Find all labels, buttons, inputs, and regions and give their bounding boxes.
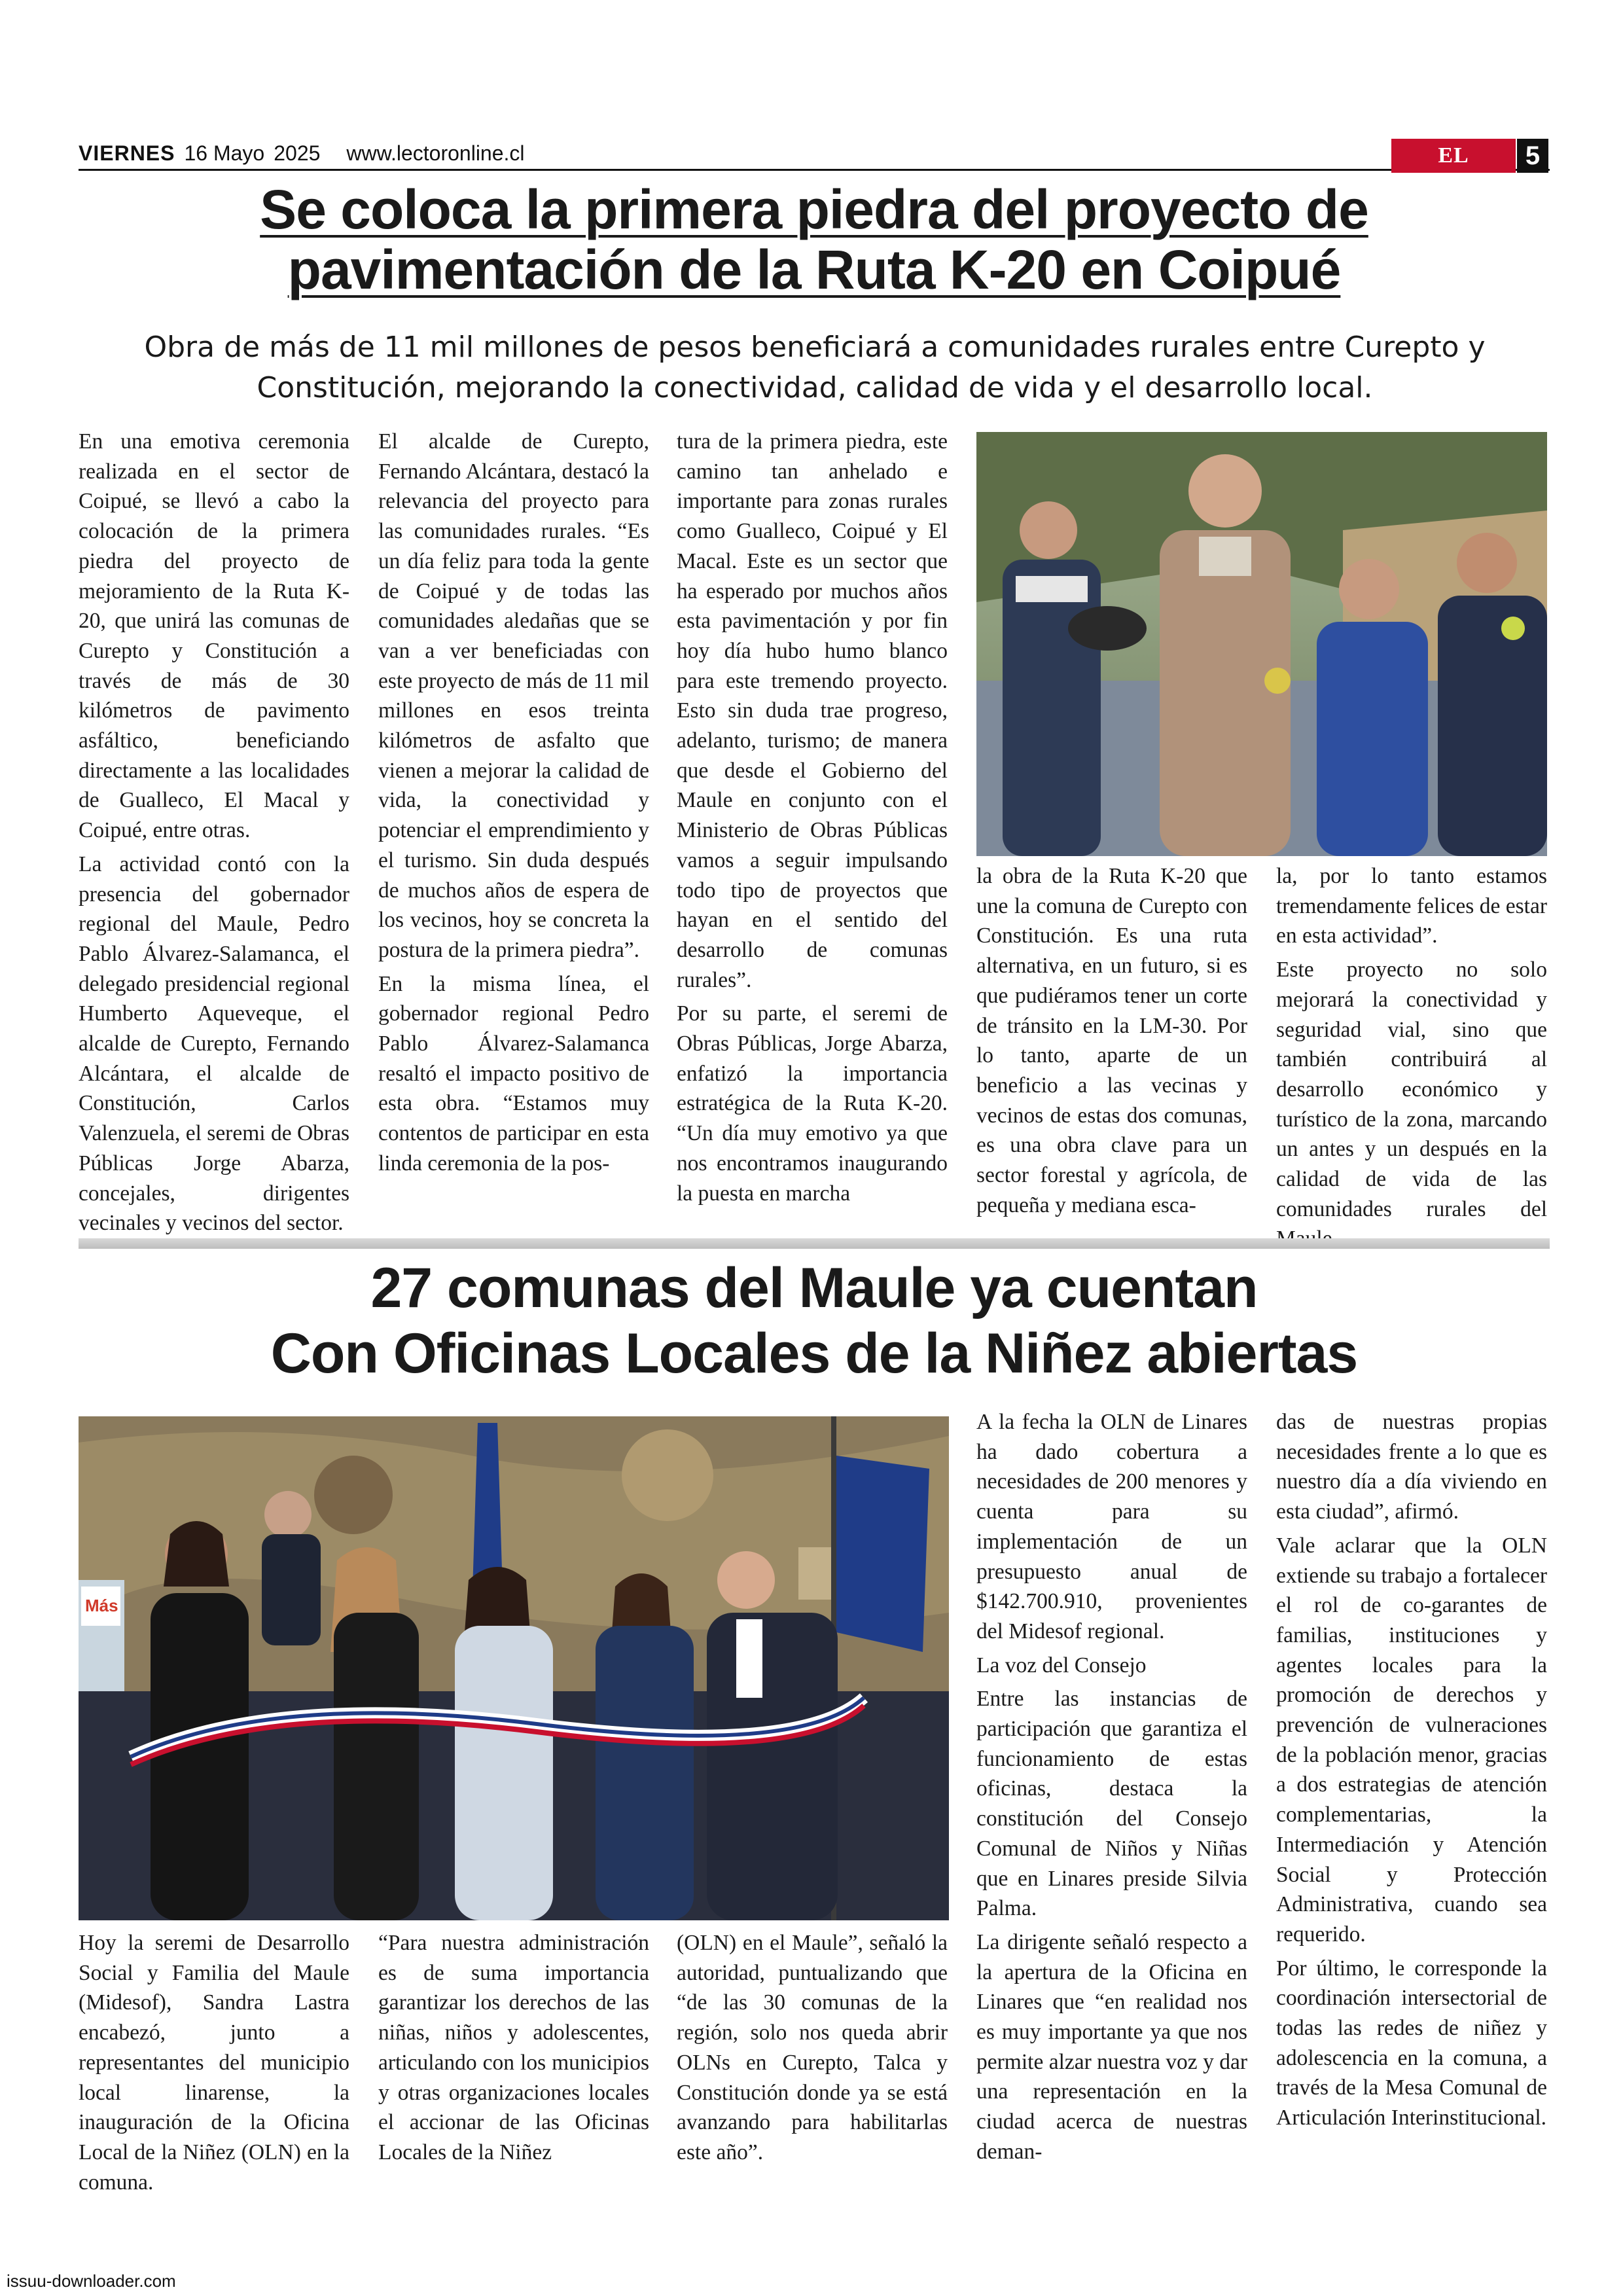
- article1-column-5: [1276, 861, 1547, 1258]
- article2-column-3: [677, 1928, 948, 2172]
- header-date: 16 Mayo: [184, 141, 265, 165]
- paragraph: tura de la primera piedra, este camino tan anhelado e importante para zonas rurales como Gualleco, Coipué y El Macal. Este es un sector que ha esperado por muchos años esta pavimentación y por fin hoy día hubo humo blanco para este tremendo proyecto. Esto sin duda trae progreso, adelanto, turismo; de manera que desde el Gobierno del Maule en conjunto con el Ministerio de Obras Públicas vamos a seguir impulsando todo tipo de proyectos que hayan en el sentido del desarrollo de comunas rurales”.: [677, 429, 948, 992]
- ceremony-photo-image: [976, 432, 1547, 856]
- article2-column-5: [1276, 1407, 1547, 2137]
- newspaper-logo: EL LECTOR: [1391, 139, 1516, 173]
- paragraph: En una emotiva ceremonia realizada en el sector de Coipué, se llevó a cabo la colocación de la primera piedra del proyecto de mejoramiento de la Ruta K-20, que unirá las comunas de Curepto y Constitución a través de más de 30 kilómetros de pavimento asfáltico, beneficiando directamente a las localidades de Gualleco, El Macal y Coipué, entre otras.: [79, 429, 349, 843]
- header-website[interactable]: www.lectoronline.cl: [346, 141, 525, 165]
- paragraph: Hoy la seremi de Desarrollo Social y Familia del Maule (Midesof), Sandra Lastra encabezó, junto a representantes del municipio local linarense, la inauguración de la Oficina Local de la Niñez (OLN) en la comuna.: [79, 1931, 349, 2195]
- paragraph: Entre las instancias de participación que garantiza el funcionamiento de estas oficinas, destaca la constitución del Consejo Comunal de Niños y Niñas que en Linares preside Silvia Palma.: [976, 1687, 1247, 1921]
- paragraph: Este proyecto no solo mejorará la conectividad y seguridad vial, sino que también contribuirá al desarrollo económico y turístico de la zona, marcando un antes y un después en la calidad de vida de las comunidades rurales del: [1276, 958, 1547, 1221]
- article2-headline: [79, 1255, 1550, 1386]
- paragraph: La dirigente señaló respecto a la apertura de la Oficina en Linares que “en realidad nos es muy importante ya que nos permite alzar nuestra voz y dar una representación en la ciudad acerca de nuestras deman-: [976, 1929, 1247, 2164]
- paragraph: El alcalde de Curepto, Fernando Alcántara, destacó la relevancia del proyecto para las comunidades rurales. “Es un día feliz para toda la gente de Coipué y de todas las comunidades aledañas que se van a ver beneficiadas con este proyecto de más de 11 mil millones en esos treinta kilómetros de asfalto que vienen a mejorar la calidad de vida, la conectividad y potenciar el emprendimiento y el turismo. Sin duda después de muchos años de espera de los vecinos, hoy se concreta la postura de la primera piedra”.: [378, 429, 649, 962]
- paragraph: En la misma línea, el gobernador regional Pedro Pablo Álvarez-Salamanca resaltó el impacto positivo de esta obra. “Estamos muy contentos de participar en esta linda ceremonia de la pos-: [378, 971, 649, 1175]
- paragraph: la, por lo tanto estamos tremendamente felices de estar en esta actividad”.: [1276, 864, 1547, 948]
- oln-inauguration-photo-image: [79, 1416, 949, 1920]
- banner-text: Más: [85, 1596, 118, 1615]
- paragraph: la obra de la Ruta K-20 que une la comuna de Curepto con Constitución. Es una ruta alternativa, en un futuro, si es que pudiéramos tener un corte de tránsito en la LM-30. Por lo tanto, aparte de un beneficio a las vecinas y vecinos de estas dos comunas, es una obra clave para un sector forestal y agrícola, de pequeña y mediana esca-: [976, 864, 1247, 1217]
- watermark: issuu-downloader.com: [7, 2271, 176, 2291]
- article1-column-2: [378, 427, 649, 1183]
- article1-headline-line1: Se coloca la primera piedra del proyecto de: [260, 179, 1368, 240]
- header-day: VIERNES: [79, 141, 175, 165]
- paragraph: Por último, le corresponde la coordinación intersectorial de todas las redes de niñez y adolescencia en la comuna, a través de la Mesa Comunal de Articulación Interinstitucional.: [1276, 1956, 1547, 2130]
- article1-headline: [79, 179, 1550, 300]
- article1-headline-line2: pavimentación de la Ruta K-20 en Coipué: [287, 239, 1341, 300]
- article1-column-4: [976, 861, 1247, 1224]
- paragraph: “Para nuestra administración es de suma importancia garantizar los derechos de las niñas, niños y adolescentes, articulando con los municipios y otras organizaciones locales el accionar de las Oficinas Locales de la Niñez: [378, 1931, 649, 2164]
- article1-subtitle: Obra de más de 11 mil millones de pesos beneficiará a comunidades rurales entre Curepto y Constitución, mejorando la conectividad, calidad de vida y el desarrollo local.: [144, 331, 1486, 404]
- header-year: 2025: [274, 141, 321, 165]
- header-rule: [79, 169, 1550, 171]
- paragraph: Vale aclarar que la OLN extiende su trabajo a fortalecer el rol de co-garantes de familias, instituciones y agentes locales para la promoción de derechos y prevención de vulneraciones de la población menor, gracias a dos estrategias de atención complementarias, la Intermediación y Atención Social y Protección Administrativa, cuando sea requerido.: [1276, 1533, 1547, 1946]
- paragraph: Por su parte, el seremi de Obras Públicas, Jorge Abarza, enfatizó la importancia estratégica de la Ruta K-20. “Un día muy emotivo ya que nos encontramos inaugurando la puesta en marcha: [677, 1001, 948, 1206]
- article2-headline-line1: 27 comunas del Maule ya cuentan: [370, 1257, 1258, 1319]
- article1-column-1: [79, 427, 349, 1242]
- article2-column-2: [378, 1928, 649, 2172]
- article2-column-4: [976, 1407, 1247, 2171]
- page-number: 5: [1517, 139, 1548, 173]
- paragraph: A la fecha la OLN de Linares ha dado cobertura a necesidades de 200 menores y cuenta para su implementación de un presupuesto anual de $142.700.910, provenientes del Midesof regional.: [976, 1410, 1247, 1643]
- paragraph: (OLN) en el Maule”, señaló la autoridad, puntualizando que “de las 30 comunas de la región, solo nos queda abrir OLNs en Curepto, Talca y Constitución donde ya se está avanzando para habilitarlas este año”.: [677, 1931, 948, 2164]
- section-label: La voz del Consejo: [976, 1653, 1147, 1677]
- article2-column-1: [79, 1928, 349, 2201]
- paragraph: das de nuestras propias necesidades frente a lo que es nuestro día a día viviendo en esta ciudad”, afirmó.: [1276, 1410, 1547, 1524]
- page-header: [79, 141, 1550, 168]
- article2-headline-line2: Con Oficinas Locales de la Niñez abiertas: [270, 1322, 1358, 1385]
- section-divider: [79, 1238, 1550, 1249]
- ceremony-photo: [976, 432, 1547, 856]
- paragraph: La actividad contó con la presencia del gobernador regional del Maule, Pedro Pablo Álvarez-Salamanca, el delegado presidencial regional Humberto Aqueveque, el alcalde de Curepto, Fernando Alcántara, el alcalde de Constitución, Carlos Valenzuela, el seremi de Obras Públicas Jorge Abarza, concejales, dirigentes vecinales y vecinos del sector.: [79, 852, 349, 1236]
- oln-inauguration-photo: [79, 1416, 949, 1920]
- article1-column-3: [677, 427, 948, 1212]
